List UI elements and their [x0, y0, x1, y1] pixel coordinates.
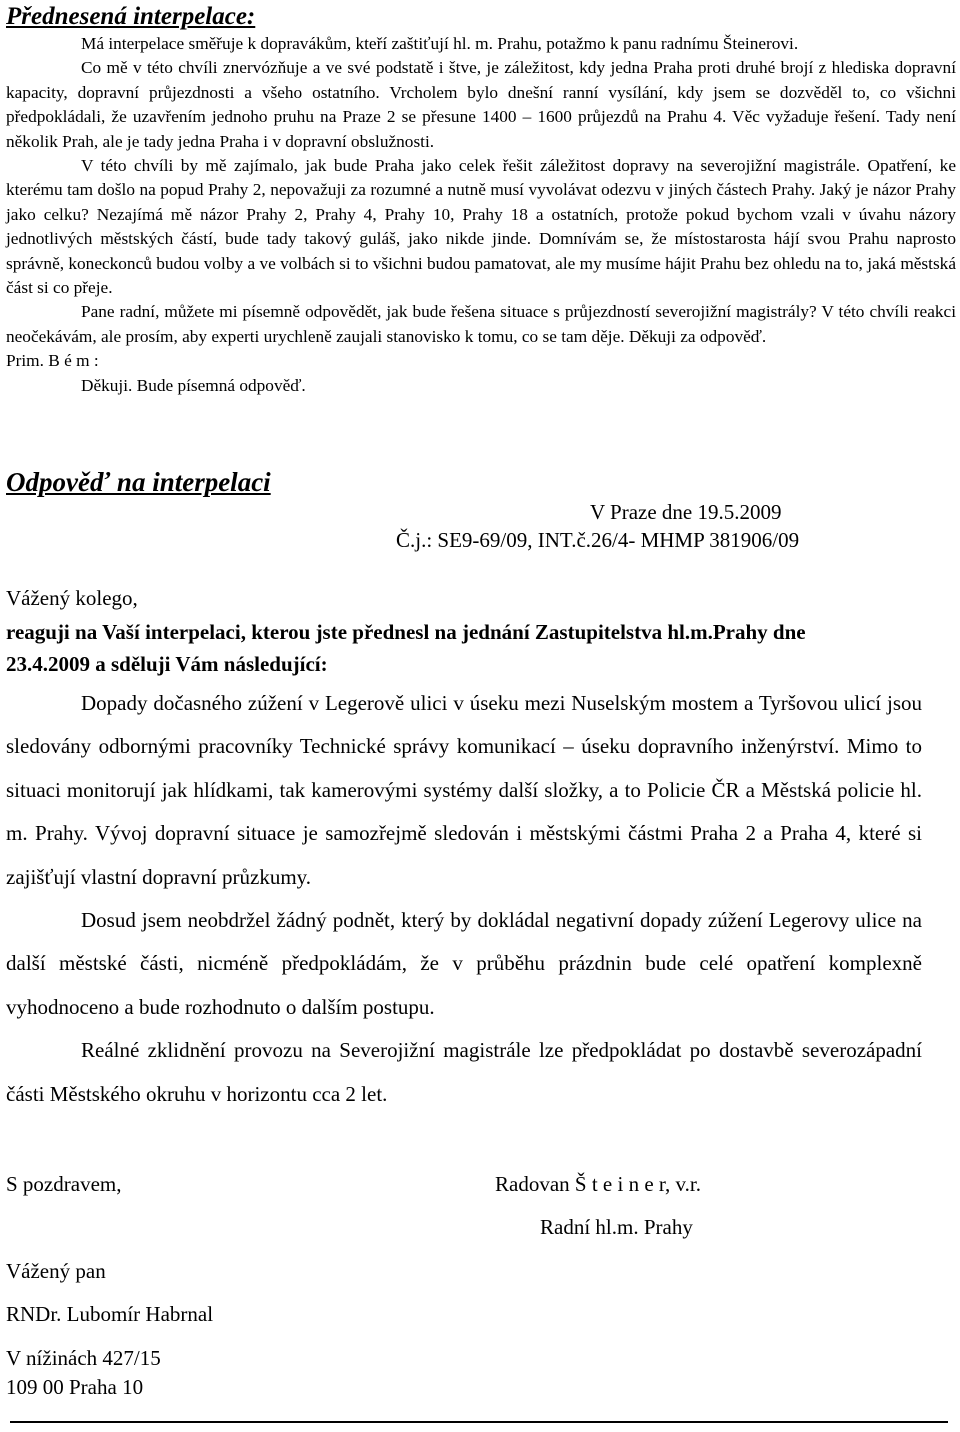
- address-name: RNDr. Lubomír Habrnal: [6, 1302, 214, 1326]
- paragraph: Pane radní, můžete mi písemně odpovědět, jak bude řešena situace s průjezdností severojižní magistrály? V této chvíli reakci neočekávám, ale prosím, aby experti urychleně zaujali stanovisko k tomu, co se tam děje. Děkuji za odpověď.: [6, 302, 956, 346]
- paragraph: Dopady dočasného zúžení v Legerově ulici v úseku mezi Nuselským mostem a Tyršovou ulicí jsou sledovány odbornými pracovníky Technické správy komunikací – úseku dopravního inženýrství. Mimo to situaci monitorují jak hlídkami, tak kamerovými systémy další složky, a to Policie ČR a Městská policie hl. m. Prahy. Vývoj dopravní situace je samozřejmě sledován i městskými částmi Praha 2 a Praha 4, které si zajišťují vlastní dopravní průzkumy.: [6, 691, 922, 889]
- address-street: V nížinách 427/15: [6, 1346, 161, 1370]
- closing: S pozdravem,: [6, 1172, 122, 1196]
- section-heading-interpelation: Přednesená interpelace:: [6, 3, 256, 30]
- paragraph: Co mě v této chvíli znervózňuje a ve své podstatě i štve, je záležitost, kdy jedna Praha proti druhé brojí z hlediska dopravní kapacity, dopravní průjezdnosti a všeho ostatního. Vrcholem bylo dnešní ranní vysílání, kdy jsem se dozvěděl to, co všichni předpokládali, že uzavřením jednoho pruhu na Praze 2 se přesune 1400 – 1600 průjezdů na Prahu 4. Věc vyžaduje řešení. Tady není několik Prah, ale je tady jedna Praha i v dopravní obslužnosti.: [6, 58, 956, 151]
- letter-date: V Praze dne 19.5.2009: [590, 500, 782, 524]
- salutation: Vážený kolego,: [6, 586, 138, 610]
- footer-divider: [10, 1421, 948, 1423]
- address-salutation: Vážený pan: [6, 1259, 106, 1283]
- paragraph: V této chvíli by mě zajímalo, jak bude Praha jako celek řešit záležitost dopravy na severojižní magistrále. Opatření, ke kterému tam došlo na popud Prahy 2, nepovažuji za rozumné a nutně musí vyvolávat odezvu v jiných částech Prahy. Jaký je názor Prahy jako celku? Nezajímá mě názor Prahy 2, Prahy 4, Prahy 10, Prahy 18 a ostatních, protože pokud bychom vzali v úvahu názory jednotlivých městských částí, bude tady takový guláš, jako nikde jinde. Domnívám se, že místostarosta hájí svou Prahu naprosto správně, koneckonců budou volby a ve volbách si to všichni budou pamatovat, ale my musíme hájit Prahu bez ohledu na to, jaká městská část si co přeje.: [6, 156, 956, 298]
- section-heading-answer: Odpověď na interpelaci: [6, 467, 271, 497]
- intro-statement: reaguji na Vaší interpelaci, kterou jste přednesl na jednání Zastupitelstva hl.m.Prahy dne 23.4.2009 a sděluji Vám následující:: [6, 620, 806, 676]
- interpelation-body: [6, 32, 956, 398]
- prim-label: Prim. B é m :: [6, 351, 99, 371]
- paragraph: Reálné zklidnění provozu na Severojižní magistrále lze předpokládat po dostavbě severozápadní části Městského okruhu v horizontu cca 2 let.: [6, 1038, 922, 1106]
- reference-number: Č.j.: SE9-69/09, INT.č.26/4- MHMP 381906/09: [396, 528, 800, 552]
- signer-title: Radní hl.m. Prahy: [540, 1215, 693, 1239]
- prim-text: Děkuji. Bude písemná odpověď.: [81, 375, 306, 395]
- paragraph: Má interpelace směřuje k dopravákům, kteří zaštiťují hl. m. Prahu, potažmo k panu radnímu Šteinerovi.: [81, 34, 799, 53]
- answer-body: [6, 682, 922, 1116]
- paragraph: Dosud jsem neobdržel žádný podnět, který by dokládal negativní dopady zúžení Legerovy ulice na další městské části, nicméně předpokládám, že v průběhu prázdnin bude celé opatření komplexně vyhodnoceno a bude rozhodnuto o dalším postupu.: [6, 908, 922, 1019]
- address-city: 109 00 Praha 10: [6, 1375, 144, 1399]
- signer-name: Radovan Š t e i n e r, v.r.: [495, 1172, 702, 1196]
